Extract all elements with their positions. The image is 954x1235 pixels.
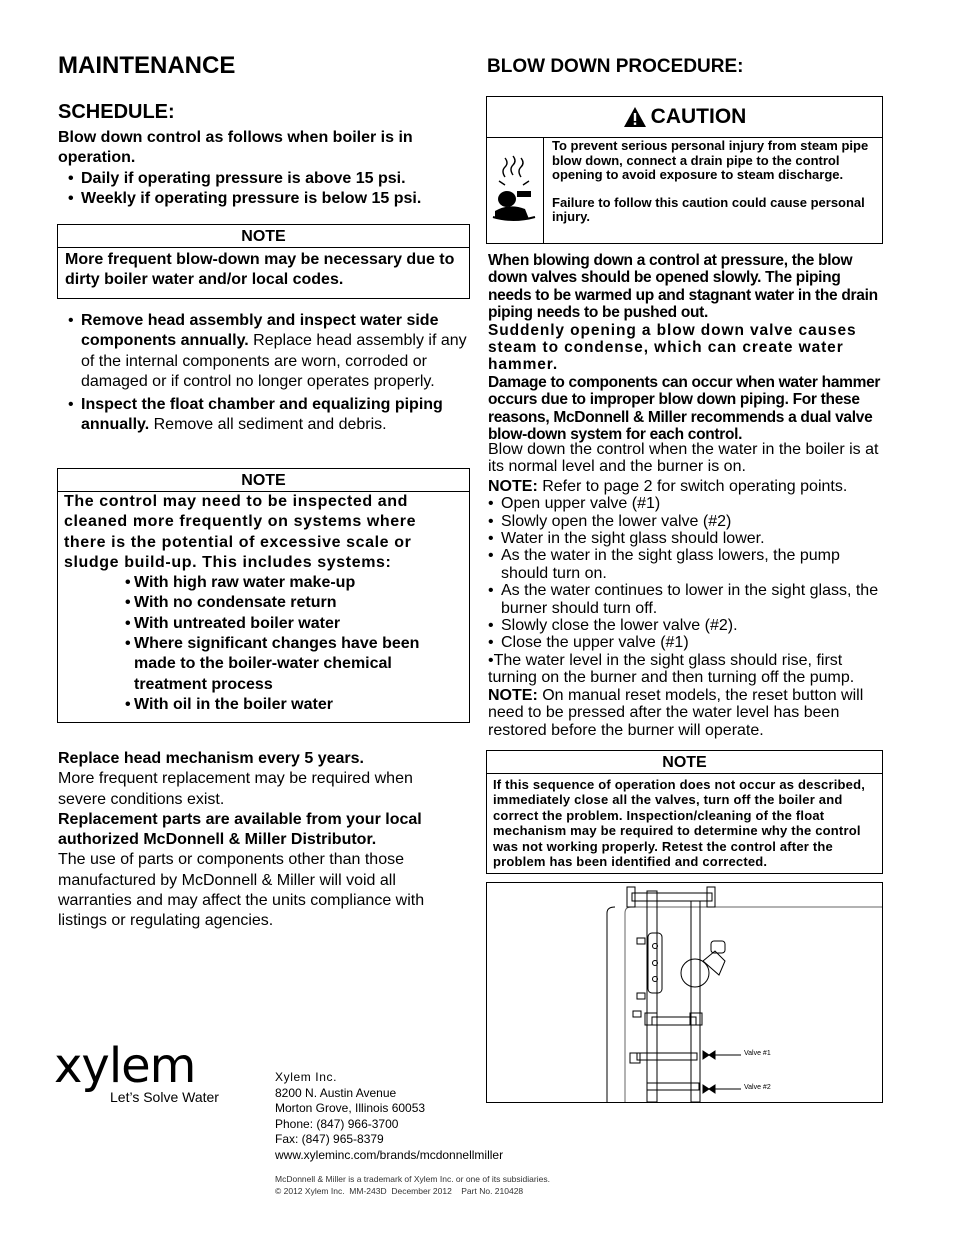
- company-name: Xylem Inc.: [275, 1070, 338, 1084]
- legal-footer: [275, 1173, 550, 1197]
- list-item: The water level in the sight glass should rise, first turning on the burner and then turning off the pump.: [488, 651, 855, 687]
- list-item: • Close the upper valve (#1): [488, 634, 883, 651]
- list-item: • With oil in the boiler water: [125, 695, 445, 715]
- procedure-text: [488, 441, 883, 739]
- xylem-tagline: Let’s Solve Water: [110, 1089, 219, 1105]
- caution-text-2: Failure to follow this caution could cause personal injury.: [552, 194, 865, 225]
- replace-text: More frequent replacement may be required when severe conditions exist.: [58, 770, 413, 808]
- list-item: • Weekly if operating pressure is below 15 psi.: [68, 189, 468, 209]
- procedure-step-last: •The water level in the sight glass should rise, first turning on the burner and then turning off the pump.: [488, 651, 855, 687]
- list-item: • Daily if operating pressure is above 15 psi.: [68, 169, 468, 189]
- blow-down-heading: BLOW DOWN PROCEDURE:: [487, 56, 744, 77]
- note-box-sequence: [486, 750, 883, 874]
- schedule-list: [68, 169, 468, 210]
- note-a-label: NOTE:: [488, 477, 538, 495]
- piping-diagram: [486, 882, 883, 1103]
- page-title: MAINTENANCE: [58, 52, 236, 79]
- blowdown-piping-diagram: [487, 883, 882, 1102]
- note-a-text: Refer to page 2 for switch operating points.: [537, 477, 848, 495]
- list-item: • As the water continues to lower in the sight glass, the burner should turn off.: [488, 582, 883, 617]
- note-text: More frequent blow-down may be necessary due to dirty boiler water and/or local codes.: [65, 251, 455, 289]
- fax: Fax: (847) 965-8379: [275, 1132, 384, 1146]
- schedule-heading: SCHEDULE:: [58, 101, 175, 123]
- trademark-notice: McDonnell & Miller is a trademark of Xylem Inc. or one of its subsidiaries.: [275, 1174, 550, 1184]
- note-box-frequency: [57, 224, 470, 299]
- procedure-steps: [488, 495, 883, 652]
- list-item: • Slowly close the lower valve (#2).: [488, 617, 883, 634]
- warning-para-2: Suddenly opening a blow down valve causes steam to condense, which can create water hammer.: [488, 321, 857, 374]
- list-item: • With high raw water make-up: [125, 573, 445, 593]
- parts-text: The use of parts or components other than those manufactured by McDonnell & Miller will void all warranties and may affect the units compliance with listings or regulating agencies.: [58, 851, 425, 930]
- valve-2-label: Valve #2: [744, 1084, 771, 1091]
- note-b-text: On manual reset models, the reset button will need to be pressed after the water level has been restored before the burner will operate.: [488, 686, 864, 739]
- note-list: [125, 573, 445, 715]
- list-item: • With no condensate return: [125, 593, 445, 613]
- xylem-logo: xylem: [54, 1038, 196, 1094]
- warning-para-3: Damage to components can occur when water hammer occurs due to improper blow down piping. For these reasons, McDonnell & Miller recommends a dual valve blow-down system for each control.: [488, 373, 881, 444]
- list-item: • Slowly open the lower valve (#2): [488, 513, 883, 530]
- list-item: • Open upper valve (#1): [488, 495, 883, 512]
- item-bold: Inspect the float chamber and equalizing piping annually.: [81, 396, 443, 434]
- note-b-label: NOTE:: [488, 686, 538, 704]
- note-line-a: [488, 478, 883, 495]
- list-item: • Water in the sight glass should lower.: [488, 530, 883, 547]
- copyright-notice: © 2012 Xylem Inc. MM-243D December 2012 Part No. 210428: [275, 1186, 524, 1196]
- warning-para-1: When blowing down a control at pressure, the blow down valves should be opened slowly. The piping needs to be warmed up and stagnant water in the drain piping needs to be pushed out.: [488, 252, 878, 322]
- address-line: Morton Grove, Illinois 60053: [275, 1101, 426, 1115]
- replacement-section: [58, 749, 458, 932]
- item-text: Replace head assembly if any of the internal components are worn, corroded or damaged or if control no longer operates properly.: [81, 332, 467, 390]
- parts-bold: Replacement parts are available from your local authorized McDonnell & Miller Distributor.: [58, 810, 422, 849]
- item-bold: Remove head assembly and inspect water side components annually.: [81, 312, 439, 350]
- website: www.xyleminc.com/brands/mcdonnellmiller: [275, 1147, 504, 1162]
- item-text: Remove all sediment and debris.: [149, 416, 387, 434]
- note-text: If this sequence of operation does not occur as described, immediately close all the valves, turn off the boiler and correct the problem. Inspection/cleaning of the float mechanism may be required to determine why the control was not working properly. Retest the control after the problem has been identified and corrected.: [493, 777, 866, 870]
- note-label: NOTE: [58, 225, 469, 248]
- valve-1-label: Valve #1: [744, 1050, 771, 1057]
- note-line-b: [488, 687, 883, 739]
- blowdown-warning: [488, 252, 883, 443]
- address-line: 8200 N. Austin Avenue: [275, 1085, 397, 1100]
- inspect-list: [68, 311, 468, 436]
- schedule-intro: Blow down control as follows when boiler is in operation.: [58, 129, 413, 167]
- list-item: [68, 311, 468, 392]
- note-label: NOTE: [487, 751, 882, 774]
- caution-text: [552, 139, 870, 225]
- caution-box: [486, 96, 883, 244]
- caution-text-1: To prevent serious personal injury from steam pipe blow down, connect a drain pipe to the control opening to avoid exposure to steam discharge.: [552, 138, 869, 183]
- warning-icon: [623, 106, 647, 128]
- procedure-intro: Blow down the control when the water in the boiler is at its normal level and the burner is on.: [488, 441, 879, 476]
- list-item: • As the water in the sight glass lowers, the pump should turn on.: [488, 547, 883, 582]
- note-text: The control may need to be inspected and cleaned more frequently on systems where there is the potential of excessive scale or sludge build-up. This includes systems:: [64, 493, 417, 571]
- company-address: [275, 1070, 503, 1163]
- caution-label: CAUTION: [650, 105, 747, 128]
- note-box-inspection: [57, 468, 470, 723]
- steam-hazard-icon: [487, 137, 544, 243]
- list-item: • Where significant changes have been made to the boiler-water chemical treatment process: [125, 634, 445, 695]
- list-item: [68, 395, 468, 436]
- caution-header: [487, 97, 882, 138]
- list-item: • With untreated boiler water: [125, 614, 445, 634]
- phone: Phone: (847) 966-3700: [275, 1116, 399, 1131]
- note-label: NOTE: [58, 469, 469, 492]
- replace-heading: Replace head mechanism every 5 years.: [58, 750, 364, 767]
